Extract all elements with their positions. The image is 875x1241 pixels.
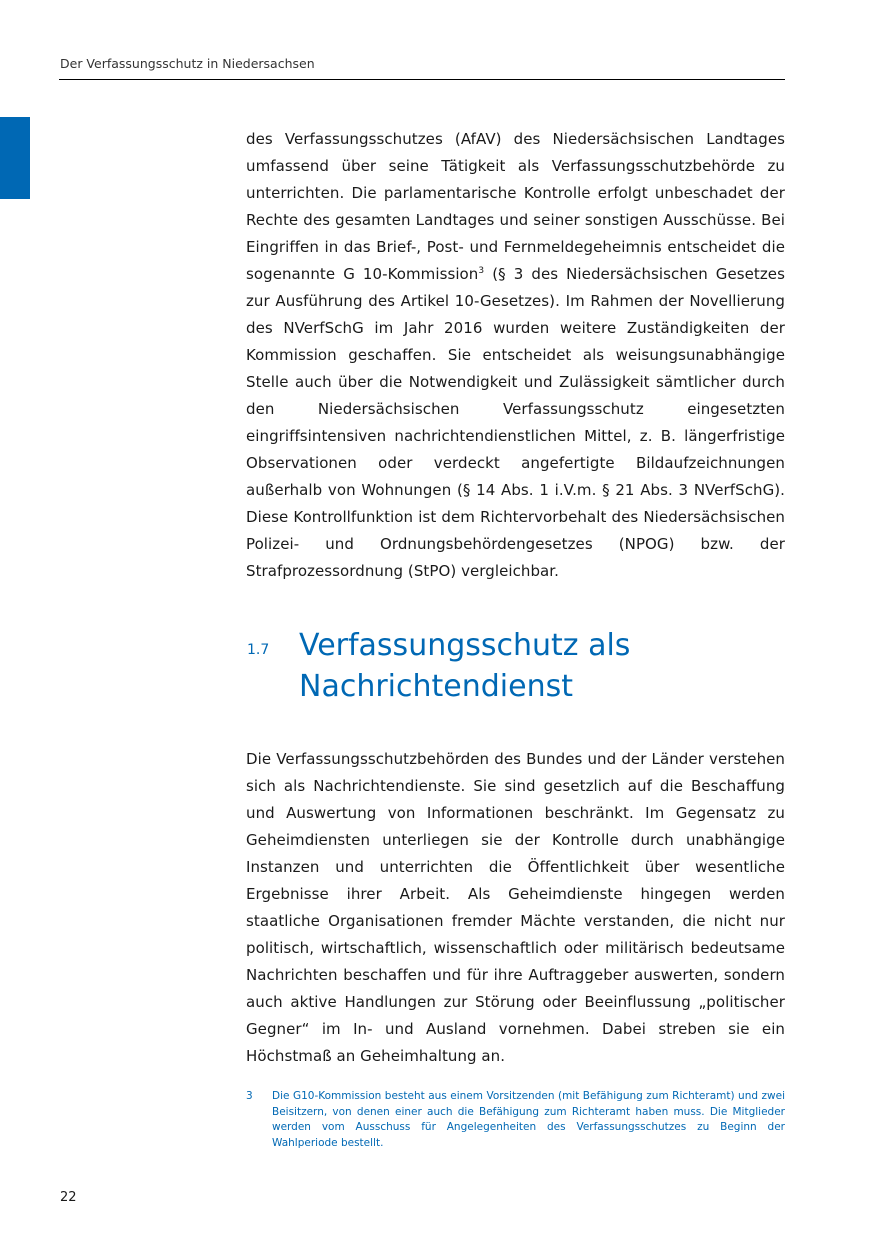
footnote-number: 3 <box>246 1090 253 1102</box>
section-number: 1.7 <box>247 642 270 658</box>
footnote-text: Die G10-Kommission besteht aus einem Vorsitzenden (mit Befähigung zum Richteramt) und zwei Beisitzern, von denen einer auch die Befähigung zum Richteramt haben muss. Die Mitglieder werden vom Ausschuss für Angelegenheiten des Verfassungsschutzes zu Beginn der Wahlperiode bestellt. <box>272 1090 785 1149</box>
section-paragraph <box>246 746 785 1070</box>
footnote-reference[interactable]: 3 <box>478 266 485 276</box>
header-divider <box>59 79 785 80</box>
section-paragraph-text: Die Verfassungsschutzbehörden des Bundes und der Länder verstehen sich als Nachrichtendienste. Sie sind gesetzlich auf die Beschaffung und Auswertung von Informationen beschränkt. Im Gegensatz zu Geheimdiensten unterliegen sie der Kontrolle durch unabhängige Instanzen und unterrichten die Öffentlichkeit über wesentliche Ergebnisse ihrer Arbeit. Als Geheimdienste hingegen werden staatliche Organisationen fremder Mächte verstanden, die nicht nur politisch, wirtschaftlich, wissenschaftlich oder militärisch bedeutsame Nachrichten beschaffen und für ihre Auftraggeber auswerten, sondern auch aktive Handlungen zur Störung oder Beeinflussung „politischer Gegner“ im In- und Ausland vornehmen. Dabei streben sie ein Höchstmaß an Geheimhaltung an. <box>246 750 785 1065</box>
page-number: 22 <box>60 1190 77 1205</box>
intro-text-part2: (§ 3 des Niedersächsischen Gesetzes zur Ausführung des Artikel 10-Gesetzes). Im Rahmen der Novellierung des NVerfSchG im Jahr 2016 wurden weitere Zuständigkeiten der Kommission geschaffen. Sie entscheidet als weisungsunabhängige Stelle auch über die Notwendigkeit und Zulässigkeit sämtlicher durch den Niedersächsischen Verfassungsschutz eingesetzten eingriffsintensiven nachrichtendienstlichen Mittel, z. B. längerfristige Observationen oder verdeckt angefertigte Bildaufzeichnungen außerhalb von Wohnungen (§ 14 Abs. 1 i.V.m. § 21 Abs. 3 NVerfSchG). Diese Kontrollfunktion ist dem Richtervorbehalt des Niedersächsischen Polizei- und Ordnungsbehördengesetzes (NPOG) bzw. der Strafprozessordnung (StPO) vergleichbar. <box>246 265 785 580</box>
intro-text-part1: des Verfassungsschutzes (AfAV) des Niedersächsischen Landtages umfassend über seine Tätigkeit als Verfassungsschutzbehörde zu unterrichten. Die parlamentarische Kontrolle erfolgt unbeschadet der Rechte des gesamten Landtages und seiner sonstigen Ausschüsse. Bei Eingriffen in das Brief-, Post- und Fernmeldegeheimnis entscheidet die sogenannte G 10-Kommission <box>246 130 785 283</box>
footnote <box>246 1089 785 1151</box>
chapter-side-tab <box>0 117 30 199</box>
running-header: Der Verfassungsschutz in Niedersachsen <box>60 56 315 71</box>
intro-paragraph <box>246 126 785 585</box>
section-title: Verfassungsschutz als Nachrichtendienst <box>299 628 631 704</box>
